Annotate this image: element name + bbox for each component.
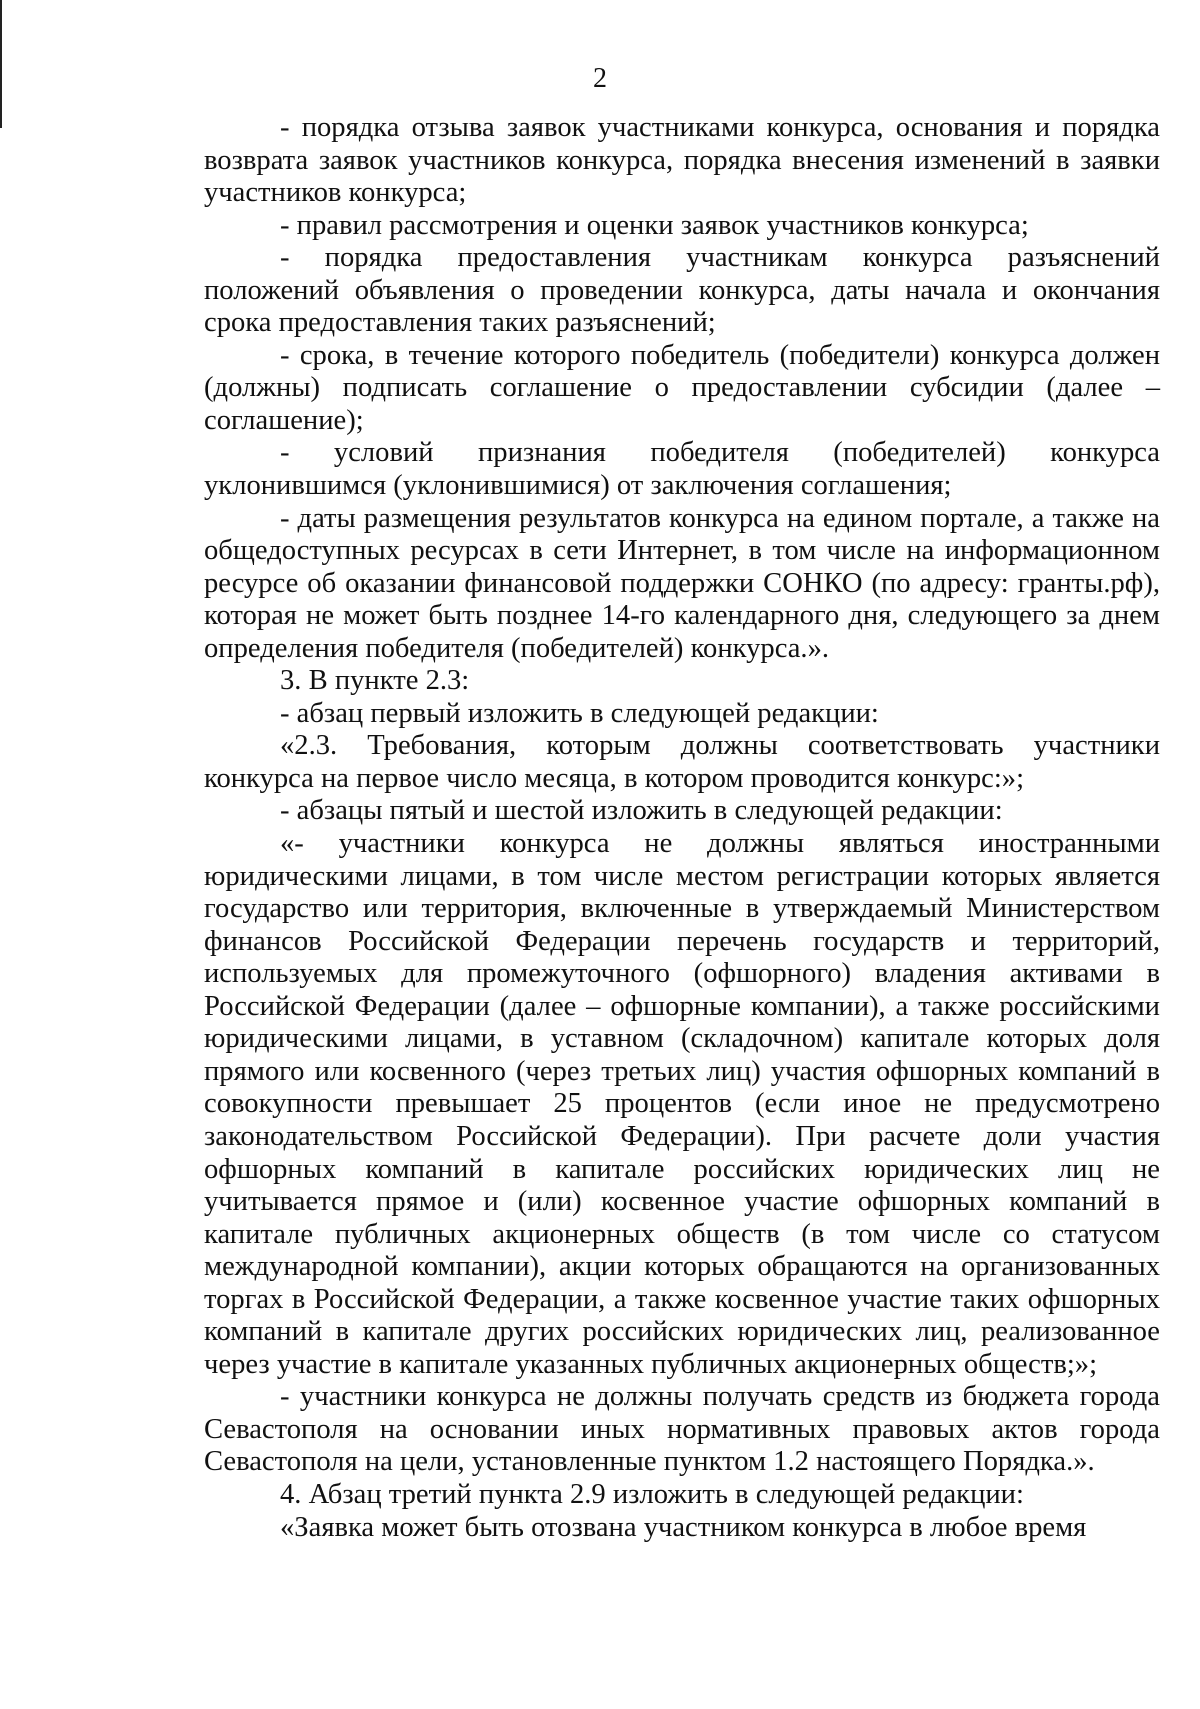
paragraph-clarifications-order: - порядка предоставления участникам конкурса разъяснений положений объявления о проведении конкурса, даты начала и окончания срока предоставления таких разъяснений; — [204, 242, 1160, 339]
paragraph-item-3: 3. В пункте 2.3: — [280, 665, 470, 697]
paragraph-review-rules: - правил рассмотрения и оценки заявок участников конкурса; — [280, 209, 1029, 241]
paragraph-offshore-requirement: «- участники конкурса не должны являться иностранными юридическими лицами, в том числе местом регистрации которых является государство или территория, включенные в утверждаемый Министерством финансов Российской Федерации перечень государств и территорий, используемых для промежуточного (офшорного) владения активами в Российской Федерации (далее – офшорные компании), а также российскими юридическими лицами, в уставном (складочном) капитале которых доля прямого или косвенного (через третьих лиц) участия офшорных компаний в совокупности превышает 25 процентов (если иное не предусмотрено законодательством Российской Федерации). При расчете доли участия офшорных компаний в капитале российских юридических лиц не учитывается прямое и (или) косвенное участие офшорных компаний в капитале публичных акционерных обществ (в том числе со статусом международной компании), акции которых обращаются на организованных торгах в Российской Федерации, а также косвенное участие таких офшорных компаний в капитале других российских юридических лиц, реализованное через участие в капитале указанных публичных акционерных обществ;»; — [204, 828, 1160, 1380]
paragraph-first-abzac: - абзац первый изложить в следующей редакции: — [280, 697, 879, 729]
document-body — [204, 112, 1160, 1544]
paragraph-budget-requirement: - участники конкурса не должны получать средств из бюджета города Севастополя на основании иных нормативных правовых актов города Севастополя на цели, установленные пунктом 1.2 настоящего Порядка.». — [204, 1381, 1160, 1478]
paragraph-requirements-2-3: «2.3. Требования, которым должны соответствовать участники конкурса на первое число месяца, в котором проводится конкурс:»; — [204, 730, 1160, 794]
paragraph-item-4: 4. Абзац третий пункта 2.9 изложить в следующей редакции: — [280, 1478, 1024, 1510]
paragraph-withdrawal-order: - порядка отзыва заявок участниками конкурса, основания и порядка возврата заявок участников конкурса, порядка внесения изменений в заявки участников конкурса; — [204, 112, 1160, 209]
page-number: 2 — [593, 63, 607, 94]
paragraph-application-withdrawal: «Заявка может быть отозвана участником конкурса в любое время — [280, 1511, 1087, 1543]
paragraph-results-publication: - даты размещения результатов конкурса на едином портале, а также на общедоступных ресурсах в сети Интернет, в том числе на информационном ресурсе об оказании финансовой поддержки СОНКО (по адресу: гранты.рф), которая не может быть позднее 14-го календарного дня, следующего за днем определения победителя (победителей) конкурса.». — [204, 502, 1160, 664]
paragraph-agreement-deadline: - срока, в течение которого победитель (победители) конкурса должен (должны) подписать соглашение о предоставлении субсидии (далее – соглашение); — [204, 339, 1160, 436]
paragraph-evasion-conditions: - условий признания победителя (победителей) конкурса уклонившимся (уклонившимися) от заключения соглашения; — [204, 437, 1160, 502]
paragraph-fifth-sixth-abzac: - абзацы пятый и шестой изложить в следующей редакции: — [280, 795, 1003, 827]
